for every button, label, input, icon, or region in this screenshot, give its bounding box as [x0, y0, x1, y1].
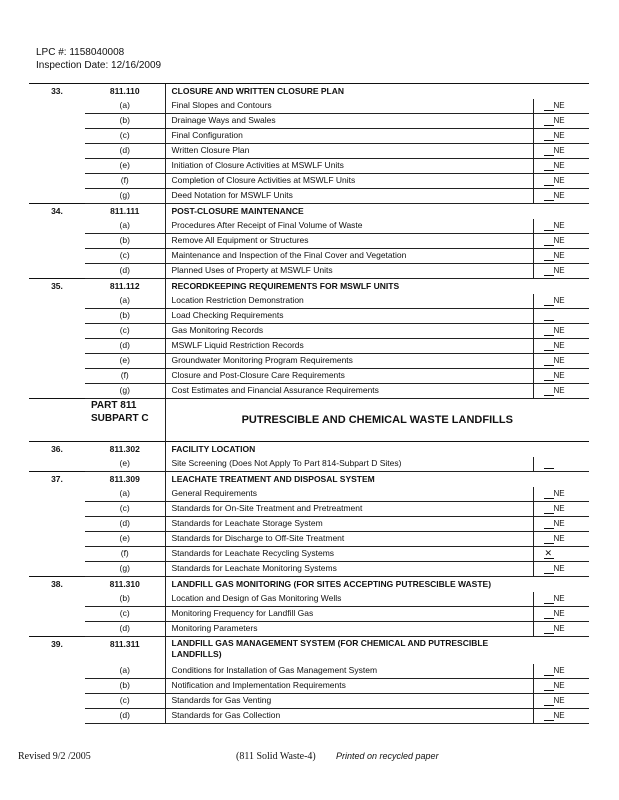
status-checkbox[interactable]: [544, 191, 554, 201]
subsection-label: (g): [85, 189, 165, 204]
subsection-label: (b): [85, 309, 165, 324]
subsection-label: (c): [85, 607, 165, 622]
checklist-row: [29, 219, 589, 234]
subsection-label: (b): [85, 592, 165, 607]
status-checkbox[interactable]: [544, 341, 554, 351]
row-spacer: [29, 679, 85, 694]
status-checkbox[interactable]: [544, 266, 554, 276]
requirement-text: Planned Uses of Property at MSWLF Units: [165, 264, 533, 279]
section-number: 37.: [29, 472, 85, 488]
row-spacer: [29, 532, 85, 547]
row-spacer: [29, 174, 85, 189]
part-label: PART 811 SUBPART C: [85, 399, 165, 442]
checklist-row: [29, 517, 589, 532]
section-number: 34.: [29, 204, 85, 220]
checklist-row: [29, 679, 589, 694]
status-cell[interactable]: [533, 562, 589, 577]
requirement-text: Final Configuration: [165, 129, 533, 144]
status-checkbox[interactable]: [544, 161, 554, 171]
status-code: NE: [553, 101, 565, 110]
section-code: 811.111: [85, 204, 165, 220]
section-title: LEACHATE TREATMENT AND DISPOSAL SYSTEM: [165, 472, 533, 488]
section-header-row: [29, 204, 589, 220]
section-title: POST-CLOSURE MAINTENANCE: [165, 204, 533, 220]
status-cell[interactable]: [533, 339, 589, 354]
subsection-label: (d): [85, 264, 165, 279]
requirement-text: Final Slopes and Contours: [165, 99, 533, 114]
requirement-text: Cost Estimates and Financial Assurance Requirements: [165, 384, 533, 399]
checklist-row: [29, 144, 589, 159]
status-code: NE: [553, 356, 565, 365]
status-checkbox[interactable]: [544, 564, 554, 574]
status-checkbox[interactable]: [544, 251, 554, 261]
checklist-row: [29, 562, 589, 577]
requirement-text: Closure and Post-Closure Care Requirements: [165, 369, 533, 384]
section-header-row: [29, 442, 589, 458]
status-code: NE: [553, 251, 565, 260]
checklist-row: [29, 487, 589, 502]
status-spacer: [533, 279, 589, 295]
checklist-row: [29, 354, 589, 369]
section-header-row: [29, 472, 589, 488]
requirement-text: Standards for Discharge to Off-Site Treatment: [165, 532, 533, 547]
status-checkbox[interactable]: [544, 549, 554, 559]
status-checkbox[interactable]: [544, 371, 554, 381]
status-cell[interactable]: [533, 159, 589, 174]
checklist-row: [29, 99, 589, 114]
checklist-row: [29, 189, 589, 204]
status-checkbox[interactable]: [544, 176, 554, 186]
section-number: 36.: [29, 442, 85, 458]
status-code: NE: [553, 371, 565, 380]
status-cell[interactable]: [533, 249, 589, 264]
subsection-label: (a): [85, 664, 165, 679]
requirement-text: Location Restriction Demonstration: [165, 294, 533, 309]
row-spacer: [29, 384, 85, 399]
status-checkbox[interactable]: [544, 519, 554, 529]
status-checkbox[interactable]: [544, 296, 554, 306]
section-title: LANDFILL GAS MANAGEMENT SYSTEM (FOR CHEMICAL AND PUTRESCIBLE LANDFILLS): [165, 637, 533, 665]
status-checkbox[interactable]: [544, 609, 554, 619]
requirement-text: Location and Design of Gas Monitoring Wells: [165, 592, 533, 607]
subsection-label: (a): [85, 219, 165, 234]
section-code: 811.110: [85, 84, 165, 100]
section-code: 811.311: [85, 637, 165, 665]
subsection-label: (f): [85, 547, 165, 562]
subsection-label: (c): [85, 249, 165, 264]
subsection-label: (a): [85, 294, 165, 309]
status-cell[interactable]: [533, 547, 589, 562]
requirement-text: Groundwater Monitoring Program Requirements: [165, 354, 533, 369]
status-code: NE: [553, 296, 565, 305]
status-spacer: [533, 472, 589, 488]
checklist-row: [29, 174, 589, 189]
subsection-label: (b): [85, 114, 165, 129]
status-code: NE: [553, 666, 565, 675]
subsection-label: (e): [85, 354, 165, 369]
status-cell[interactable]: [533, 607, 589, 622]
section-number: 39.: [29, 637, 85, 665]
status-cell[interactable]: [533, 219, 589, 234]
status-code: NE: [553, 386, 565, 395]
status-checkbox[interactable]: [544, 236, 554, 246]
status-checkbox[interactable]: [544, 681, 554, 691]
requirement-text: Standards for Leachate Monitoring Systems: [165, 562, 533, 577]
checklist-row: [29, 249, 589, 264]
status-cell[interactable]: [533, 144, 589, 159]
requirement-text: Standards for Leachate Recycling Systems: [165, 547, 533, 562]
status-spacer: [533, 204, 589, 220]
status-code: NE: [553, 116, 565, 125]
row-spacer: [29, 607, 85, 622]
checklist-row: [29, 694, 589, 709]
checklist-row: [29, 547, 589, 562]
status-cell[interactable]: [533, 354, 589, 369]
requirement-text: Standards for On-Site Treatment and Pretreatment: [165, 502, 533, 517]
checklist-row: [29, 384, 589, 399]
status-code: NE: [553, 519, 565, 528]
requirement-text: Monitoring Parameters: [165, 622, 533, 637]
requirement-text: Standards for Leachate Storage System: [165, 517, 533, 532]
row-spacer: [29, 664, 85, 679]
status-cell[interactable]: [533, 679, 589, 694]
status-spacer: [533, 84, 589, 100]
checklist-row: [29, 502, 589, 517]
status-code: NE: [553, 341, 565, 350]
part-title: PUTRESCIBLE AND CHEMICAL WASTE LANDFILLS: [165, 399, 589, 442]
requirement-text: Conditions for Installation of Gas Management System: [165, 664, 533, 679]
status-cell[interactable]: [533, 709, 589, 724]
status-cell[interactable]: [533, 457, 589, 472]
status-checkbox[interactable]: [544, 131, 554, 141]
section-number: 35.: [29, 279, 85, 295]
row-spacer: [29, 234, 85, 249]
section-number: 38.: [29, 577, 85, 593]
checklist-row: [29, 709, 589, 724]
status-checkbox[interactable]: [544, 534, 554, 544]
status-checkbox[interactable]: [544, 666, 554, 676]
status-code: NE: [553, 326, 565, 335]
checklist-row: [29, 159, 589, 174]
subsection-label: (b): [85, 679, 165, 694]
checklist-row: [29, 339, 589, 354]
status-checkbox[interactable]: [544, 504, 554, 514]
section-header-row: [29, 637, 589, 665]
row-spacer: [29, 562, 85, 577]
subsection-label: (d): [85, 709, 165, 724]
row-spacer: [29, 592, 85, 607]
section-code: 811.302: [85, 442, 165, 458]
status-cell[interactable]: [533, 189, 589, 204]
subsection-label: (g): [85, 562, 165, 577]
requirement-text: Remove All Equipment or Structures: [165, 234, 533, 249]
row-spacer: [29, 249, 85, 264]
subsection-label: (a): [85, 487, 165, 502]
status-cell[interactable]: [533, 324, 589, 339]
status-code: NE: [553, 176, 565, 185]
row-spacer: [29, 324, 85, 339]
checklist-row: [29, 129, 589, 144]
status-code: NE: [553, 146, 565, 155]
lpc-number: LPC #: 1158040008: [36, 47, 125, 58]
subsection-label: (a): [85, 99, 165, 114]
status-code: NE: [553, 681, 565, 690]
status-code: NE: [553, 711, 565, 720]
subsection-label: (c): [85, 502, 165, 517]
status-code: NE: [553, 594, 565, 603]
status-cell[interactable]: [533, 309, 589, 324]
status-code: NE: [553, 624, 565, 633]
requirement-text: Standards for Gas Collection: [165, 709, 533, 724]
row-spacer: [29, 219, 85, 234]
status-checkbox[interactable]: [544, 311, 554, 321]
status-cell[interactable]: [533, 532, 589, 547]
checklist-row: [29, 664, 589, 679]
status-checkbox[interactable]: [544, 146, 554, 156]
status-cell[interactable]: [533, 294, 589, 309]
status-cell[interactable]: [533, 384, 589, 399]
checklist-row: [29, 457, 589, 472]
row-spacer: [29, 309, 85, 324]
section-code: 811.310: [85, 577, 165, 593]
row-spacer: [29, 159, 85, 174]
requirement-text: Load Checking Requirements: [165, 309, 533, 324]
row-spacer: [29, 709, 85, 724]
status-cell[interactable]: [533, 592, 589, 607]
status-code: NE: [553, 221, 565, 230]
checklist-row: [29, 532, 589, 547]
status-checkbox[interactable]: [544, 624, 554, 634]
status-code: NE: [553, 609, 565, 618]
requirement-text: Gas Monitoring Records: [165, 324, 533, 339]
printed-note: Printed on recycled paper: [336, 751, 439, 761]
status-checkbox[interactable]: [544, 711, 554, 721]
status-checkbox[interactable]: [544, 101, 554, 111]
part-header-row: [29, 399, 589, 442]
row-spacer: [29, 622, 85, 637]
checklist-row: [29, 294, 589, 309]
status-cell[interactable]: [533, 622, 589, 637]
subsection-label: (b): [85, 234, 165, 249]
section-title: RECORDKEEPING REQUIREMENTS FOR MSWLF UNITS: [165, 279, 533, 295]
status-checkbox[interactable]: [544, 116, 554, 126]
section-header-row: [29, 279, 589, 295]
checklist-row: [29, 607, 589, 622]
status-cell[interactable]: [533, 664, 589, 679]
row-spacer: [29, 99, 85, 114]
row-spacer: [29, 487, 85, 502]
requirement-text: Standards for Gas Venting: [165, 694, 533, 709]
section-code: 811.112: [85, 279, 165, 295]
row-spacer: [29, 129, 85, 144]
status-code: NE: [553, 161, 565, 170]
checklist-row: [29, 264, 589, 279]
row-spacer: [29, 369, 85, 384]
checklist-row: [29, 114, 589, 129]
subsection-label: (c): [85, 129, 165, 144]
part-spacer: [29, 399, 85, 442]
status-checkbox[interactable]: [544, 696, 554, 706]
subsection-label: (d): [85, 339, 165, 354]
checklist-row: [29, 622, 589, 637]
requirement-text: Site Screening (Does Not Apply To Part 814-Subpart D Sites): [165, 457, 533, 472]
section-number: 33.: [29, 84, 85, 100]
checklist-row: [29, 592, 589, 607]
requirement-text: Initiation of Closure Activities at MSWLF Units: [165, 159, 533, 174]
inspection-date: Inspection Date: 12/16/2009: [36, 60, 162, 71]
status-code: NE: [553, 266, 565, 275]
status-spacer: [533, 577, 589, 593]
section-header-row: [29, 577, 589, 593]
status-cell[interactable]: [533, 694, 589, 709]
requirement-text: Deed Notation for MSWLF Units: [165, 189, 533, 204]
status-spacer: [533, 442, 589, 458]
subsection-label: (c): [85, 694, 165, 709]
section-header-row: [29, 84, 589, 100]
status-cell[interactable]: [533, 517, 589, 532]
status-checkbox[interactable]: [544, 326, 554, 336]
status-cell[interactable]: [533, 114, 589, 129]
row-spacer: [29, 457, 85, 472]
section-title: FACILITY LOCATION: [165, 442, 533, 458]
status-cell[interactable]: [533, 264, 589, 279]
revised-date: Revised 9/2 /2005: [18, 751, 91, 762]
row-spacer: [29, 694, 85, 709]
requirement-text: Maintenance and Inspection of the Final Cover and Vegetation: [165, 249, 533, 264]
subsection-label: (f): [85, 369, 165, 384]
row-spacer: [29, 354, 85, 369]
status-checkbox[interactable]: [544, 356, 554, 366]
row-spacer: [29, 144, 85, 159]
subsection-label: (d): [85, 622, 165, 637]
section-title: CLOSURE AND WRITTEN CLOSURE PLAN: [165, 84, 533, 100]
subsection-label: (e): [85, 457, 165, 472]
subsection-label: (f): [85, 174, 165, 189]
status-code: NE: [553, 696, 565, 705]
status-code: NE: [553, 534, 565, 543]
row-spacer: [29, 294, 85, 309]
status-cell[interactable]: [533, 99, 589, 114]
subsection-label: (d): [85, 517, 165, 532]
status-checkbox[interactable]: [544, 386, 554, 396]
requirement-text: Notification and Implementation Requirements: [165, 679, 533, 694]
row-spacer: [29, 517, 85, 532]
requirement-text: Completion of Closure Activities at MSWLF Units: [165, 174, 533, 189]
page-number: (811 Solid Waste-4): [236, 751, 316, 762]
status-checkbox[interactable]: [544, 221, 554, 231]
status-code: NE: [553, 489, 565, 498]
status-cell[interactable]: [533, 487, 589, 502]
checklist-row: [29, 324, 589, 339]
requirement-text: Written Closure Plan: [165, 144, 533, 159]
subsection-label: (g): [85, 384, 165, 399]
checklist-row: [29, 309, 589, 324]
requirement-text: Monitoring Frequency for Landfill Gas: [165, 607, 533, 622]
status-cell[interactable]: [533, 234, 589, 249]
row-spacer: [29, 547, 85, 562]
checklist-table: [29, 83, 589, 724]
status-cell[interactable]: [533, 369, 589, 384]
subsection-label: (e): [85, 532, 165, 547]
status-code: NE: [553, 131, 565, 140]
subsection-label: (e): [85, 159, 165, 174]
checklist-row: [29, 369, 589, 384]
status-code: NE: [553, 504, 565, 513]
requirement-text: General Requirements: [165, 487, 533, 502]
requirement-text: Procedures After Receipt of Final Volume of Waste: [165, 219, 533, 234]
status-code: NE: [553, 191, 565, 200]
status-code: NE: [553, 236, 565, 245]
row-spacer: [29, 502, 85, 517]
requirement-text: MSWLF Liquid Restriction Records: [165, 339, 533, 354]
row-spacer: [29, 114, 85, 129]
status-checkbox[interactable]: [544, 489, 554, 499]
row-spacer: [29, 339, 85, 354]
status-cell[interactable]: [533, 502, 589, 517]
subsection-label: (d): [85, 144, 165, 159]
status-spacer: [533, 637, 589, 665]
status-checkbox[interactable]: [544, 459, 554, 469]
status-cell[interactable]: [533, 174, 589, 189]
status-code: NE: [553, 564, 565, 573]
checklist-row: [29, 234, 589, 249]
row-spacer: [29, 189, 85, 204]
status-cell[interactable]: [533, 129, 589, 144]
row-spacer: [29, 264, 85, 279]
requirement-text: Drainage Ways and Swales: [165, 114, 533, 129]
subsection-label: (c): [85, 324, 165, 339]
section-title: LANDFILL GAS MONITORING (FOR SITES ACCEPTING PUTRESCIBLE WASTE): [165, 577, 533, 593]
status-checkbox[interactable]: [544, 594, 554, 604]
section-code: 811.309: [85, 472, 165, 488]
